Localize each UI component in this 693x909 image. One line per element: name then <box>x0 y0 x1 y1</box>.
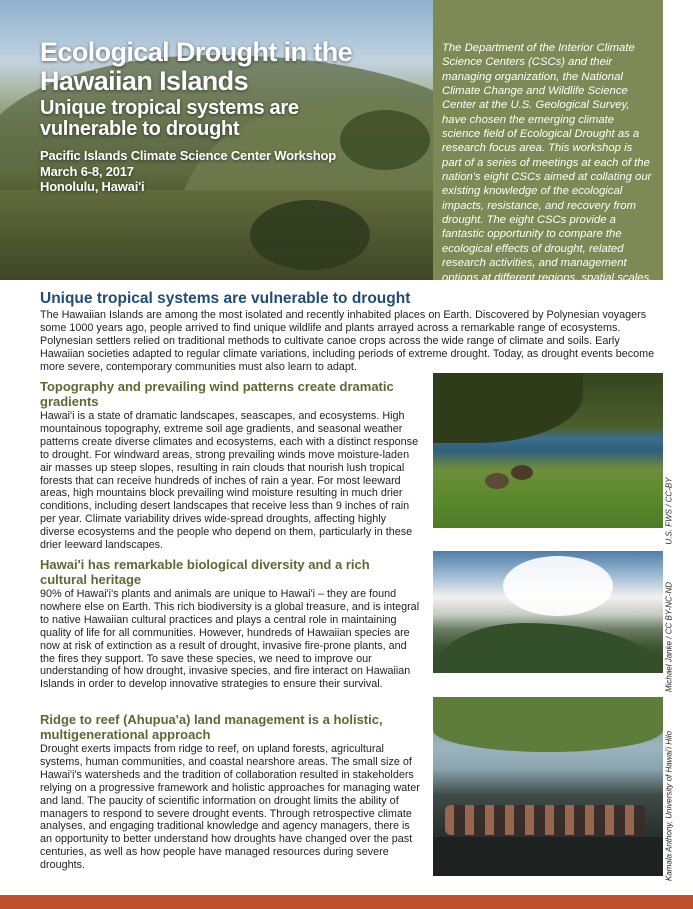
photo-coastal-volunteers <box>433 697 663 876</box>
csc-info-box <box>433 0 663 298</box>
photo-goose <box>511 465 533 480</box>
photo-credit-2: Michael Janke / CC BY-NC-ND <box>664 581 674 693</box>
workshop-dates: March 6-8, 2017 <box>40 163 134 179</box>
section-body-biodiversity: 90% of Hawai'i's plants and animals are unique to Hawai'i – they are found nowhere else on Earth. This rich biodiversity is a global treasure, and is integral to native Hawaiian cultural practices and plays a central role in maintaining quality of life for all communities. However, hundreds of Hawaiian species are now at risk of extinction as a result of drought, invasive fire-prone plants, and the fires they support. To save these species, we need to improve our understanding of how drought, invasive species, and fire interact on Hawaiian Islands in order to develop innovative strategies to ensure their survival. <box>40 588 420 691</box>
photo-people <box>445 805 645 835</box>
photo-nene-geese <box>433 373 663 528</box>
hero-text <box>40 38 430 195</box>
workshop-name: Pacific Islands Climate Science Center Workshop <box>40 148 336 163</box>
subtitle-line-2: vulnerable to drought <box>40 118 240 140</box>
intro-paragraph: The Hawaiian Islands are among the most isolated and recently inhabited places on Earth. Discovered by Polynesian voyagers some 1000 years ago, people arrived to find unique wildlife and plants arrayed across a remarkable range of ecosystems. Polynesian settlers relied on traditional methods to cultivate canoe crops across the wide range of climate and soils. Early Hawaiian societies adapted to regular climate variations, including periods of extreme drought. Today, as drought events become more severe, contemporary communities must also learn to adapt. <box>40 309 655 373</box>
workshop-location: Honolulu, Hawai'i <box>40 179 145 194</box>
section-heading-ridge-to-reef: Ridge to reef (Ahupua'a) land management is a holistic, multigenerational approach <box>40 712 383 742</box>
photo-cliff <box>433 373 583 443</box>
intro-heading: Unique tropical systems are vulnerable to drought <box>40 290 411 307</box>
photo-trees <box>433 697 663 752</box>
footer-bar <box>0 895 693 909</box>
title-line-2: Hawaiian Islands <box>40 66 248 96</box>
photo-ridge <box>433 623 663 673</box>
photo-credit-1: U.S. FWS / CC-BY <box>664 477 674 545</box>
page-title <box>40 38 430 96</box>
hero-photo-shrub <box>250 200 370 270</box>
title-line-1: Ecological Drought in the <box>40 37 353 67</box>
section-body-ridge-to-reef: Drought exerts impacts from ridge to reef, on upland forests, agricultural systems, human communities, and coastal nearshore areas. The small size of Hawai'i's watersheds and the tradition of collaboration resulted in stakeholders relying on a progressive framework and holistic approaches for managing water and land. The paucity of scientific information on drought limits the ability of managers to respond to severe drought events. Through retrospective climate analyses, and engaging traditional knowledge and agency managers, there is an opportunity to better understand how droughts have changed over the past centuries, as well as how people have managed resources during severe droughts. <box>40 743 420 872</box>
section-heading-topography: Topography and prevailing wind patterns create dramatic gradients <box>40 379 394 409</box>
photo-valley-clouds <box>433 551 663 673</box>
section-body-topography: Hawai'i is a state of dramatic landscapes, seascapes, and ecosystems. High mountainous topography, extreme soil age gradients, and seasonal weather patterns create diverse climates and ecosystems, each with a distinct response to drought. For windward areas, strong prevailing winds move moisture-laden air masses up steep slopes, resulting in rain clouds that nourish lush tropical forests that can receive hundreds of inches of rain a year. For most leeward areas, high mountains block prevailing wind moisture resulting in much drier conditions, including desert landscapes that receive less than 9 inches of rain per year. Climate variability drives wide-spread droughts, affecting highly diverse ecosystems and the people who depend on them, particularly in these drier leeward landscapes. <box>40 410 419 552</box>
photo-credit-3: Kamala Anthony, University of Hawai'i Hilo <box>664 730 674 882</box>
csc-info-text: The Department of the Interior Climate Science Centers (CSCs) and their managing organization, the National Climate Change and Wildlife Science Center at the U.S. Geological Survey, have chosen the emerging climate science field of Ecological Drought as a research focus area. This workshop is part of a series of meetings at each of the nation's eight CSCs aimed at collating our existing knowledge of the ecological impacts, resistance, and recovery from drought. The eight CSCs provide a fantastic opportunity to compare the ecological effects of drought, related research activities, and management options at different regions, spatial scales, and biomes. <box>442 42 653 298</box>
section-heading-biodiversity: Hawai'i has remarkable biological diversity and a rich cultural heritage <box>40 557 370 587</box>
page-subtitle <box>40 98 430 140</box>
photo-goose <box>485 473 509 489</box>
photo-cloud <box>503 556 613 616</box>
photo-rocks <box>433 837 663 876</box>
subtitle-line-1: Unique tropical systems are <box>40 97 299 119</box>
hero-banner <box>0 0 433 280</box>
